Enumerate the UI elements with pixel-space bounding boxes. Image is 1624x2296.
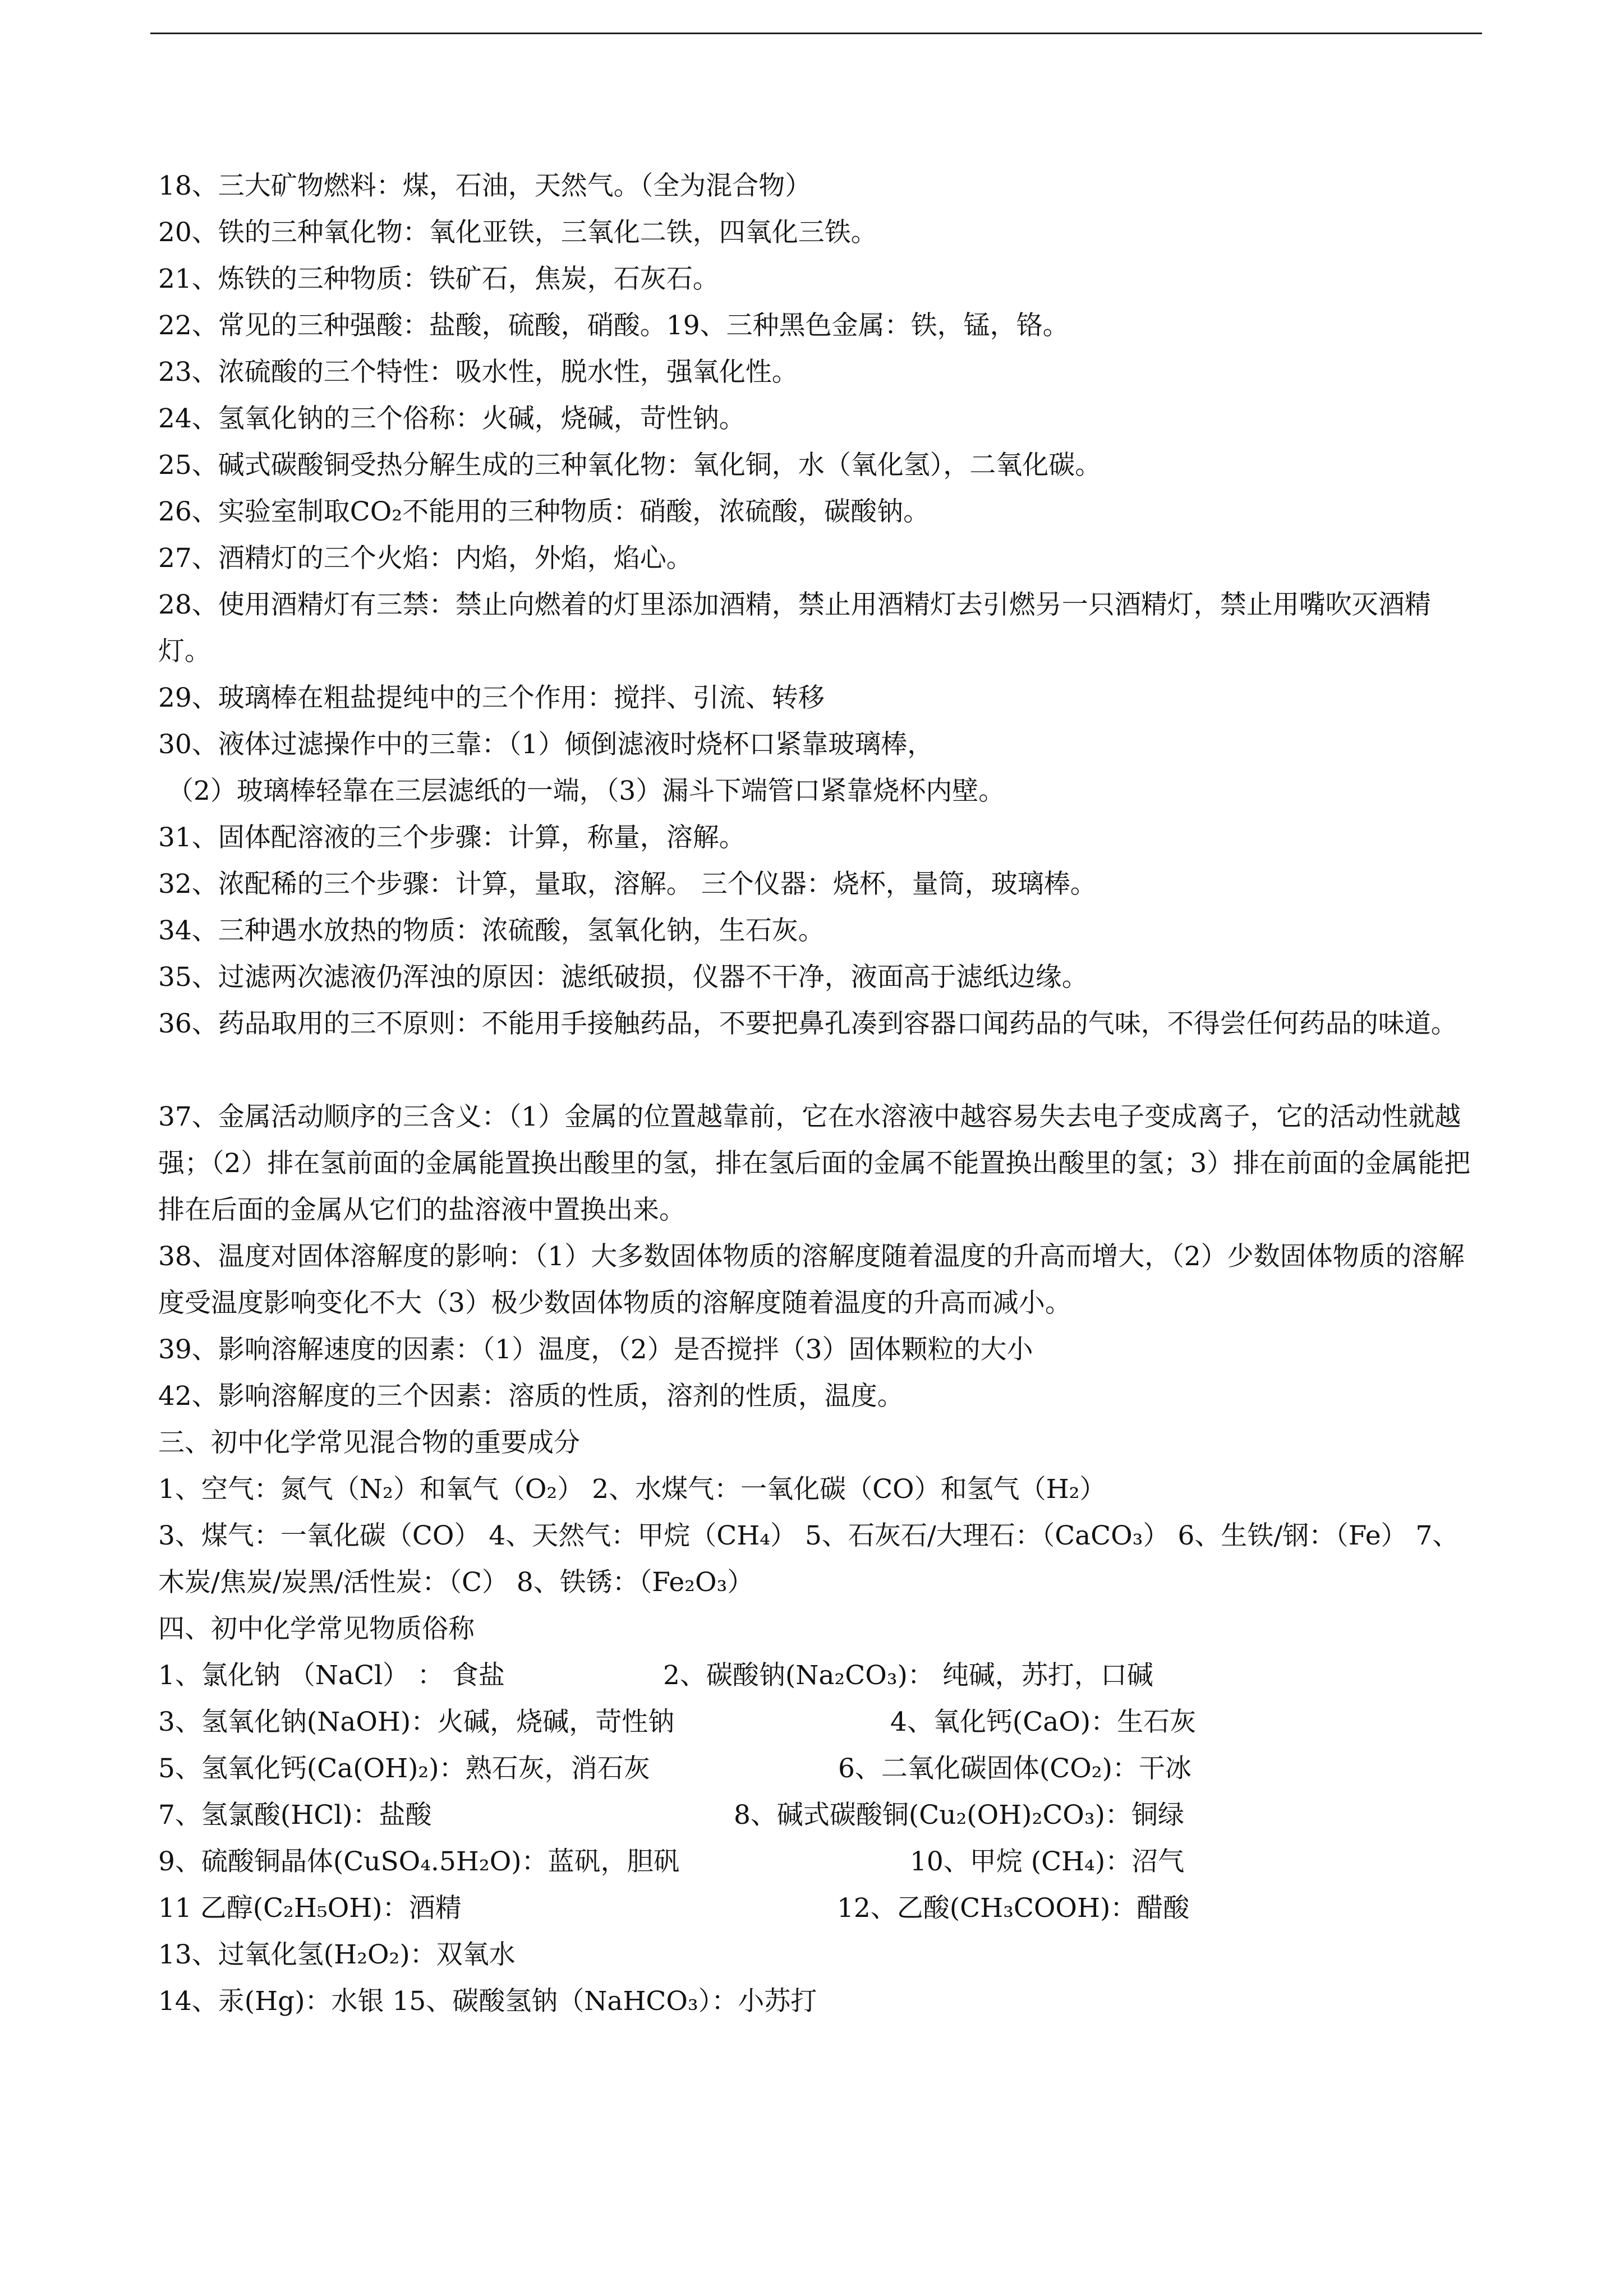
document-body <box>158 163 1482 2025</box>
list-item: 1、空气：氮气（N₂）和氧气（O₂） 2、水煤气：一氧化碳（CO）和氢气（H₂） <box>158 1474 1106 1505</box>
list-item: 28、使用酒精灯有三禁：禁止向燃着的灯里添加酒精，禁止用酒精灯去引燃另一只酒精灯，禁止用嘴吹灭酒精灯。 <box>158 589 1431 667</box>
name-left: 9、硫酸铜晶体(CuSO₄.5H₂O)：蓝矾，胆矾 <box>158 1846 680 1877</box>
name-right: 2、碳酸钠(Na₂CO₃)： 纯碱，苏打，口碱 <box>663 1660 1153 1691</box>
list-item: 27、酒精灯的三个火焰：内焰，外焰，焰心。 <box>158 543 693 574</box>
list-item: 32、浓配稀的三个步骤：计算，量取，溶解。 三个仪器：烧杯，量筒，玻璃棒。 <box>158 869 1097 900</box>
list-item: 36、药品取用的三不原则：不能用手接触药品，不要把鼻孔凑到容器口闻药品的气味，不得尝任何药品的味道。 <box>158 1008 1457 1039</box>
list-item: 39、影响溶解速度的因素：（1）温度，（2）是否搅拌（3）固体颗粒的大小 <box>158 1334 1033 1365</box>
list-item: 34、三种遇水放热的物质：浓硫酸，氢氧化钠，生石灰。 <box>158 915 825 946</box>
list-item: 25、碱式碳酸铜受热分解生成的三种氧化物：氧化铜，水（氧化氢），二氧化碳。 <box>158 450 1102 481</box>
section-heading-common-names: 四、初中化学常见物质俗称 <box>158 1613 475 1644</box>
list-item: 14、汞(Hg)：水银 15、碳酸氢钠（NaHCO₃）：小苏打 <box>158 1986 817 2017</box>
name-row <box>158 1745 1482 1792</box>
name-right: 12、乙酸(CH₃COOH)：醋酸 <box>837 1893 1190 1924</box>
name-left: 11 乙醇(C₂H₅OH)：酒精 <box>158 1893 462 1924</box>
list-item: 31、固体配溶液的三个步骤：计算，称量，溶解。 <box>158 822 746 853</box>
name-left: 1、氯化钠 （NaCl） ： 食盐 <box>158 1660 505 1691</box>
name-row <box>158 1792 1482 1838</box>
list-item: 21、炼铁的三种物质：铁矿石，焦炭，石灰石。 <box>158 264 719 294</box>
list-item: 42、影响溶解度的三个因素：溶质的性质，溶剂的性质，温度。 <box>158 1381 904 1412</box>
name-row <box>158 1699 1482 1745</box>
name-row <box>158 1885 1482 1931</box>
list-item-continuation: （2）玻璃棒轻靠在三层滤纸的一端，（3）漏斗下端管口紧靠烧杯内壁。 <box>167 776 1005 806</box>
name-right: 8、碱式碳酸铜(Cu₂(OH)₂CO₃)：铜绿 <box>734 1800 1185 1831</box>
list-item: 37、金属活动顺序的三含义：（1）金属的位置越靠前，它在水溶液中越容易失去电子变成离子，它的活动性就越强；（2）排在氢前面的金属能置换出酸里的氢，排在氢后面的金属不能置换出酸里的氢；3）排在前面的金属能把排在后面的金属从它们的盐溶液中置换出来。 <box>158 1101 1471 1225</box>
list-item: 22、常见的三种强酸：盐酸，硫酸，硝酸。19、三种黑色金属：铁，锰，铬。 <box>158 310 1069 341</box>
list-item: 13、过氧化氢(H₂O₂)：双氧水 <box>158 1939 516 1970</box>
list-item: 3、煤气：一氧化碳（CO） 4、天然气：甲烷（CH₄） 5、石灰石/大理石：（CaCO₃） 6、生铁/钢：（Fe） 7、木炭/焦炭/炭黑/活性炭：（C） 8、铁锈：（Fe₂O₃） <box>158 1520 1459 1598</box>
list-item: 18、三大矿物燃料：煤，石油，天然气。（全为混合物） <box>158 170 812 201</box>
section-heading-mixtures: 三、初中化学常见混合物的重要成分 <box>158 1427 580 1458</box>
list-item: 20、铁的三种氧化物：氧化亚铁，三氧化二铁，四氧化三铁。 <box>158 217 877 248</box>
name-row <box>158 1652 1482 1699</box>
list-item: 26、实验室制取CO₂不能用的三种物质：硝酸，浓硫酸，碳酸钠。 <box>158 496 930 527</box>
list-item: 35、过滤两次滤液仍浑浊的原因：滤纸破损，仪器不干净，液面高于滤纸边缘。 <box>158 962 1088 993</box>
header-rule <box>150 33 1482 34</box>
list-item: 23、浓硫酸的三个特性：吸水性，脱水性，强氧化性。 <box>158 357 798 388</box>
name-right: 10、甲烷 (CH₄)：沼气 <box>910 1846 1185 1877</box>
name-right: 4、氧化钙(CaO)：生石灰 <box>890 1707 1197 1737</box>
list-item: 38、温度对固体溶解度的影响：（1）大多数固体物质的溶解度随着温度的升高而增大，（2）少数固体物质的溶解度受温度影响变化不大（3）极少数固体物质的溶解度随着温度的升高而减小。 <box>158 1241 1465 1318</box>
name-row <box>158 1838 1482 1885</box>
name-left: 5、氢氧化钙(Ca(OH)₂)：熟石灰，消石灰 <box>158 1753 650 1784</box>
list-item: 24、氢氧化钠的三个俗称：火碱，烧碱，苛性钠。 <box>158 403 746 434</box>
name-left: 7、氢氯酸(HCl)：盐酸 <box>158 1800 432 1831</box>
list-item: 30、液体过滤操作中的三靠：（1）倾倒滤液时烧杯口紧靠玻璃棒， <box>158 729 934 760</box>
name-left: 3、氢氧化钠(NaOH)：火碱，烧碱，苛性钠 <box>158 1707 675 1737</box>
list-item: 29、玻璃棒在粗盐提纯中的三个作用：搅拌、引流、转移 <box>158 683 825 713</box>
name-right: 6、二氧化碳固体(CO₂)：干冰 <box>838 1753 1191 1784</box>
